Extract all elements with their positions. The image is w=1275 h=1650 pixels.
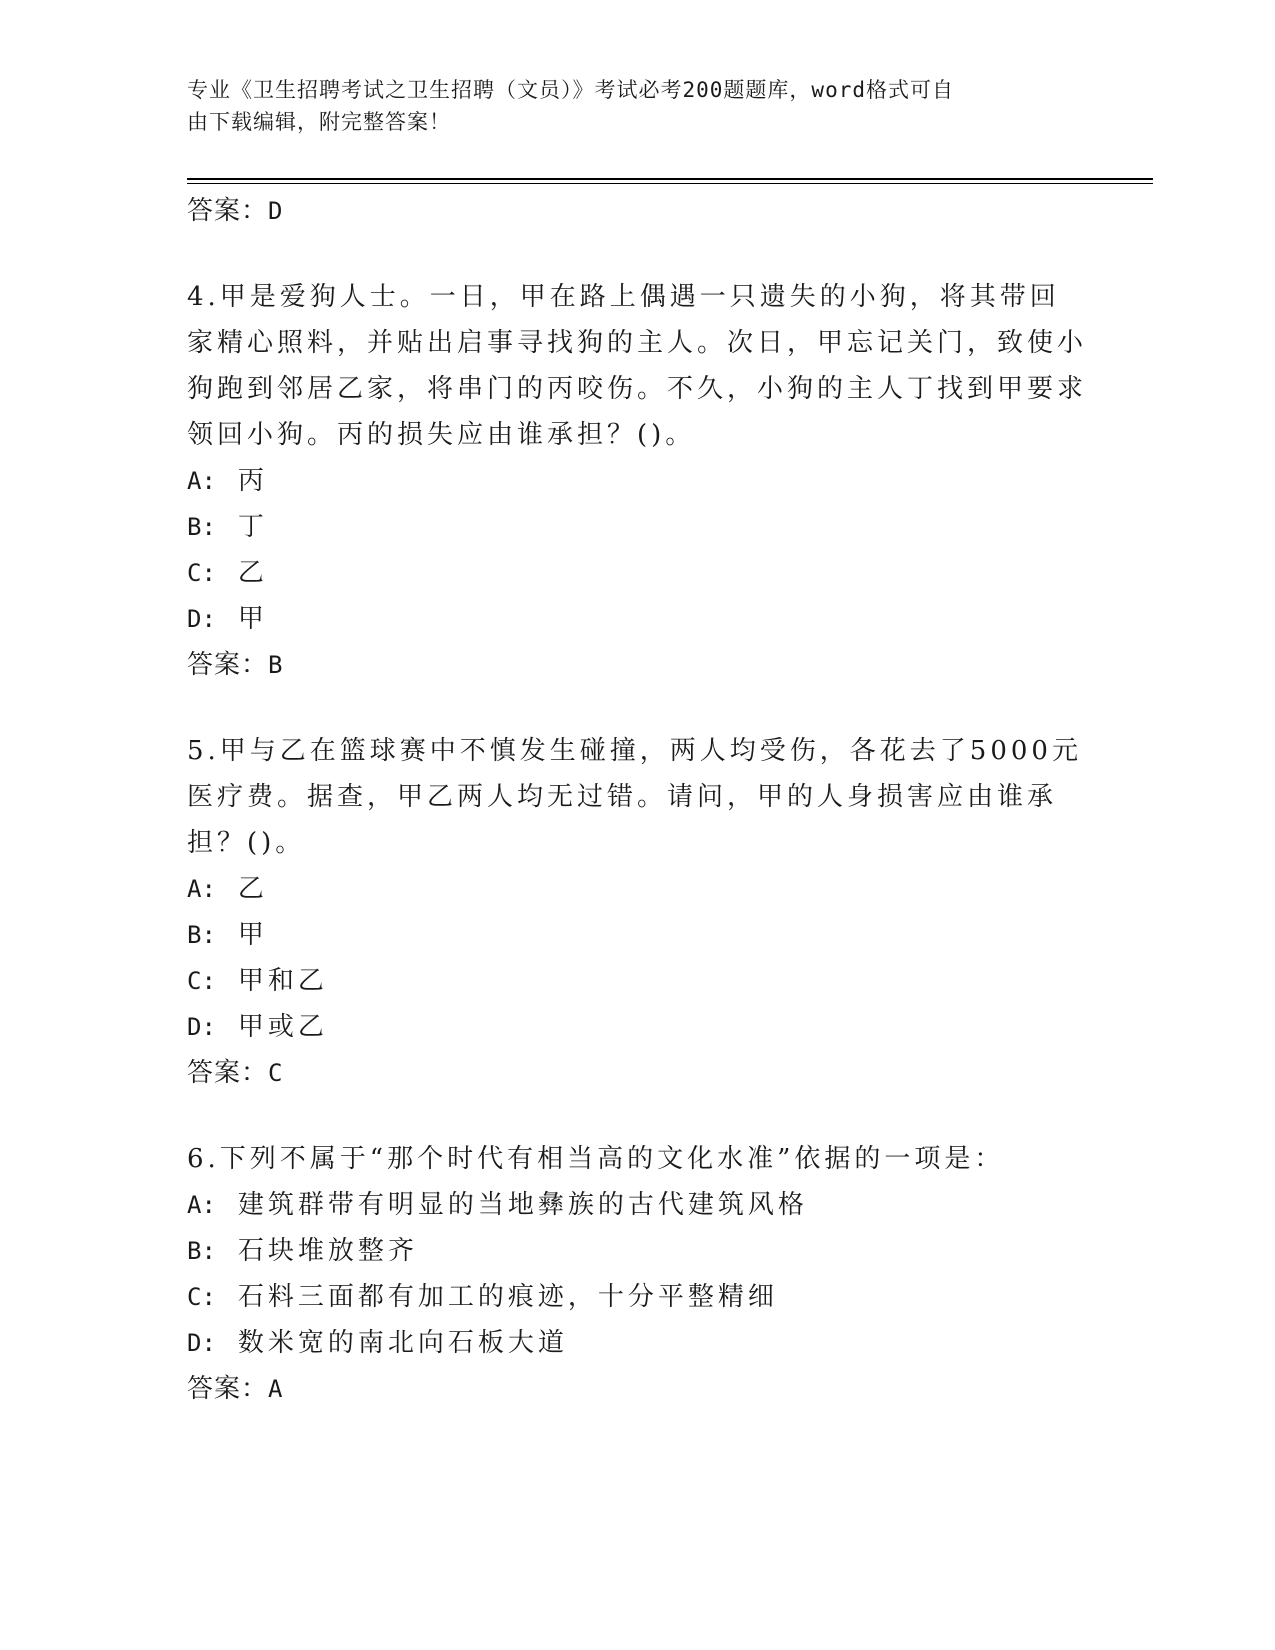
option-a [187,866,1087,912]
header-line-1: 专业《卫生招聘考试之卫生招聘（文员）》考试必考200题题库，word格式可自 [187,78,954,102]
option-c [187,1274,1087,1320]
answer-line [187,188,1087,234]
option-text: 数米宽的南北向石板大道 [237,1328,568,1358]
answer-value: C [268,1059,284,1087]
answer-label: 答案： [187,196,269,226]
spacer [187,688,1087,728]
option-text: 石块堆放整齐 [237,1236,418,1266]
header-line-2: 由下载编辑，附完整答案！ [187,110,451,134]
header-rule-thick [187,178,1153,180]
answer-label: 答案： [187,1058,269,1088]
question-block [187,1136,1087,1412]
option-text: 甲和乙 [237,966,328,996]
option-b [187,504,1087,550]
option-letter: B: [187,1237,216,1265]
answer-value: D [268,197,284,225]
answer-line [187,1366,1087,1412]
option-b [187,1228,1087,1274]
answer-label: 答案： [187,1374,269,1404]
document-header [187,74,1067,138]
answer-line [187,1050,1087,1096]
spacer [187,1096,1087,1136]
option-letter: B: [187,513,216,541]
option-letter: D: [187,1013,216,1041]
question-block [187,728,1087,1096]
question-stem: 4.甲是爱狗人士。一日，甲在路上偶遇一只遗失的小狗，将其带回家精心照料，并贴出启事寻找狗的主人。次日，甲忘记关门，致使小狗跑到邻居乙家，将串门的丙咬伤。不久，小狗的主人丁找到甲要求领回小狗。丙的损失应由谁承担？()。 [187,282,1088,450]
option-letter: A: [187,875,216,903]
option-letter: A: [187,467,216,495]
option-d [187,1320,1087,1366]
option-letter: D: [187,605,216,633]
option-letter: A: [187,1191,216,1219]
question-list [187,188,1087,1412]
header-rule-thin [187,183,1153,184]
option-text: 丁 [237,512,268,542]
option-text: 石料三面都有加工的痕迹，十分平整精细 [237,1282,778,1312]
option-d [187,1004,1087,1050]
option-text: 甲或乙 [237,1012,328,1042]
option-c [187,958,1087,1004]
spacer [187,234,1087,274]
question-stem: 5.甲与乙在篮球赛中不慎发生碰撞，两人均受伤，各花去了5000元医疗费。据查，甲乙两人均无过错。请问，甲的人身损害应由谁承担？()。 [187,736,1082,858]
option-text: 甲 [237,920,268,950]
option-c [187,550,1087,596]
option-text: 丙 [237,466,268,496]
option-a [187,1182,1087,1228]
option-letter: C: [187,967,216,995]
question-stem: 6.下列不属于“那个时代有相当高的文化水准”依据的一项是： [187,1144,1005,1174]
answer-value: B [268,651,284,679]
answer-label: 答案： [187,650,269,680]
option-b [187,912,1087,958]
option-letter: D: [187,1329,216,1357]
option-text: 甲 [237,604,268,634]
option-text: 乙 [237,558,268,588]
option-text: 建筑群带有明显的当地彝族的古代建筑风格 [237,1190,808,1220]
option-letter: C: [187,559,216,587]
answer-value: A [268,1375,284,1403]
option-d [187,596,1087,642]
option-letter: B: [187,921,216,949]
option-a [187,458,1087,504]
option-letter: C: [187,1283,216,1311]
question-block [187,274,1087,688]
answer-line [187,642,1087,688]
option-text: 乙 [237,874,268,904]
